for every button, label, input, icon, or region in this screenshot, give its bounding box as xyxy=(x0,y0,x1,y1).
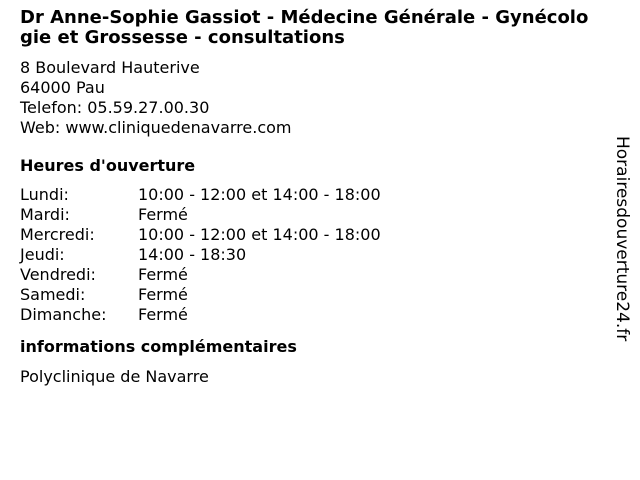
day-label: Mardi: xyxy=(20,205,70,224)
day-label: Dimanche: xyxy=(20,305,107,324)
hours-row-tuesday xyxy=(20,205,600,225)
hours-heading: Heures d'ouverture xyxy=(20,156,196,175)
website: Web: www.cliniquedenavarre.com xyxy=(20,118,292,137)
hours-row-wednesday xyxy=(20,225,600,245)
hours-row-monday xyxy=(20,185,600,205)
hours-row-saturday xyxy=(20,285,600,305)
hours-row-sunday xyxy=(20,305,600,325)
hours-table xyxy=(20,185,600,325)
address-city: 64000 Pau xyxy=(20,78,105,97)
day-label: Mercredi: xyxy=(20,225,95,244)
day-hours: 10:00 - 12:00 et 14:00 - 18:00 xyxy=(138,185,381,204)
day-hours: 10:00 - 12:00 et 14:00 - 18:00 xyxy=(138,225,381,244)
day-hours: Fermé xyxy=(138,205,188,224)
phone-number: Telefon: 05.59.27.00.30 xyxy=(20,98,210,117)
day-label: Jeudi: xyxy=(20,245,65,264)
place-title: Dr Anne-Sophie Gassiot - Médecine Générale - Gynécologie et Grossesse - consultations xyxy=(20,7,589,48)
info-heading: informations complémentaires xyxy=(20,337,297,356)
place-card xyxy=(20,8,600,387)
brand-watermark: Horairesdouverture24.fr xyxy=(612,136,632,342)
day-label: Lundi: xyxy=(20,185,69,204)
day-hours: 14:00 - 18:30 xyxy=(138,245,247,264)
info-text: Polyclinique de Navarre xyxy=(20,367,209,386)
hours-row-thursday xyxy=(20,245,600,265)
day-hours: Fermé xyxy=(138,285,188,304)
day-hours: Fermé xyxy=(138,265,188,284)
day-label: Samedi: xyxy=(20,285,86,304)
day-label: Vendredi: xyxy=(20,265,96,284)
hours-row-friday xyxy=(20,265,600,285)
address-street: 8 Boulevard Hauterive xyxy=(20,58,200,77)
day-hours: Fermé xyxy=(138,305,188,324)
address-block xyxy=(20,58,600,138)
